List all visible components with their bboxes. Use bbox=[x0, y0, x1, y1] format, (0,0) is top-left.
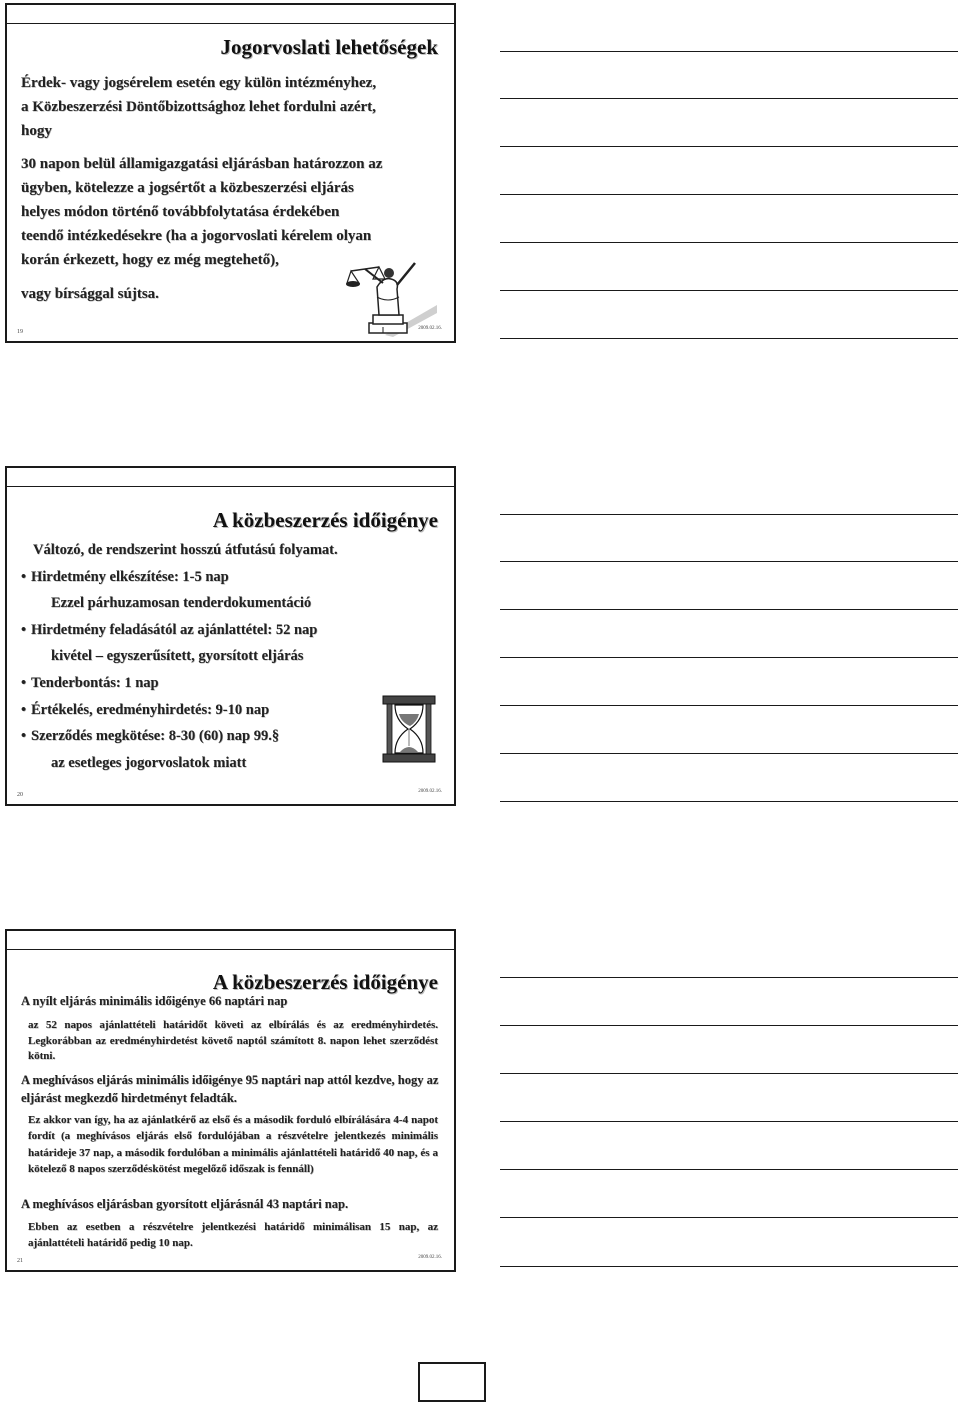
note-line bbox=[500, 146, 958, 147]
note-line bbox=[500, 753, 958, 754]
heading-line: A meghívásos eljárás minimális időigénye 95 naptári nap attól kezdve, hogy az eljárást megkezdő hirdetményt feladták. bbox=[21, 1073, 439, 1105]
slide-21 bbox=[5, 929, 456, 1272]
slide-date: 2009.02.16. bbox=[418, 326, 442, 331]
list-item-text: Értékelés, eredményhirdetés: 9-10 nap bbox=[31, 701, 270, 718]
note-line bbox=[500, 290, 958, 291]
text-line: 30 napon belül államigazgatási eljárásban határozzon az bbox=[21, 156, 383, 172]
slide-number: 19 bbox=[17, 329, 23, 335]
slide-header-bar bbox=[7, 5, 454, 23]
bullet-icon: • bbox=[21, 621, 27, 638]
note-line bbox=[500, 977, 958, 978]
list-item-text: Hirdetmény elkészítése: 1-5 nap bbox=[31, 568, 229, 585]
note-line bbox=[500, 1025, 958, 1026]
note-line bbox=[500, 194, 958, 195]
text-line: helyes módon történő továbbfolytatása érdekében bbox=[21, 204, 340, 220]
bullet-icon: • bbox=[21, 701, 27, 718]
note-line bbox=[500, 561, 958, 562]
hourglass-icon bbox=[379, 694, 439, 764]
slide-date: 2009.02.16. bbox=[418, 1255, 442, 1260]
list-item bbox=[21, 617, 451, 644]
note-line bbox=[500, 1266, 958, 1267]
slide-header-bar bbox=[7, 468, 454, 486]
list-item-text: Ezzel párhuzamosan tenderdokumentáció bbox=[51, 595, 312, 612]
divider bbox=[7, 486, 454, 487]
list-item-text: kivétel – egyszerűsített, gyorsított eljárás bbox=[51, 648, 304, 665]
justice-statue-icon bbox=[343, 257, 438, 337]
list-item-text: Tenderbontás: 1 nap bbox=[31, 674, 159, 691]
note-line bbox=[500, 801, 958, 802]
text-line: a Közbeszerzési Döntőbizottsághoz lehet fordulni azért, bbox=[21, 99, 376, 115]
note-line bbox=[500, 1217, 958, 1218]
heading-line: A nyílt eljárás minimális időigénye 66 naptári nap bbox=[21, 994, 288, 1008]
list-item-text: Hirdetmény feladásától az ajánlattétel: 52 nap bbox=[31, 621, 318, 638]
slide-number: 21 bbox=[17, 1258, 23, 1264]
list-item-text: Változó, de rendszerint hosszú átfutású folyamat. bbox=[33, 542, 338, 558]
note-line bbox=[500, 1073, 958, 1074]
note-line bbox=[500, 98, 958, 99]
slide-title: A közbeszerzés időigénye bbox=[212, 508, 438, 532]
paragraph bbox=[21, 71, 451, 143]
bullet-icon: • bbox=[21, 674, 27, 691]
paragraph: vagy bírsággal sújtsa. bbox=[21, 286, 159, 302]
paragraph: Ebben az esetben a részvételre jelentkezési határidő minimálisan 15 nap, az ajánlattételi határidő pedig 10 nap. bbox=[28, 1221, 438, 1249]
note-line bbox=[500, 514, 958, 515]
bullet-icon: • bbox=[21, 728, 27, 745]
list-item bbox=[21, 643, 451, 670]
slide-number: 20 bbox=[17, 792, 23, 798]
text-line: Érdek- vagy jogsérelem esetén egy külön intézményhez, bbox=[21, 75, 377, 91]
divider bbox=[7, 23, 454, 24]
divider bbox=[7, 949, 454, 950]
text-line: korán érkezett, hogy ez még megtehető), bbox=[21, 252, 279, 268]
page-number-box bbox=[418, 1362, 486, 1402]
text-line: teendő intézkedésekre (ha a jogorvoslati kérelem olyan bbox=[21, 228, 372, 244]
note-line bbox=[500, 338, 958, 339]
note-line bbox=[500, 1121, 958, 1122]
list-item-text: Szerződés megkötése: 8-30 (60) nap 99.§ bbox=[31, 728, 280, 745]
slide-20 bbox=[5, 466, 456, 806]
note-line bbox=[500, 51, 958, 52]
list-item-text: az esetleges jogorvoslatok miatt bbox=[51, 754, 247, 771]
list-item bbox=[21, 564, 451, 591]
bullet-icon: • bbox=[21, 568, 27, 585]
text-line: hogy bbox=[21, 123, 52, 139]
slide-date: 2009.02.16. bbox=[418, 789, 442, 794]
text-line: ügyben, kötelezze a jogsértőt a közbeszerzési eljárás bbox=[21, 180, 354, 196]
note-line bbox=[500, 705, 958, 706]
note-line bbox=[500, 609, 958, 610]
note-line bbox=[500, 1169, 958, 1170]
paragraph bbox=[21, 152, 451, 272]
slide-title: A közbeszerzés időigénye bbox=[212, 970, 438, 994]
note-line bbox=[500, 657, 958, 658]
paragraph: az 52 napos ajánlattételi határidőt követi az elbírálás és az eredményhirdetés. Legkorábban az eredményhirdetést követő naptól számított 8. napon lehet szerződést kötni. bbox=[28, 1019, 438, 1062]
slide-header-bar bbox=[7, 931, 454, 949]
list-item bbox=[21, 670, 451, 697]
heading-line: A meghívásos eljárásban gyorsított eljárásnál 43 naptári nap. bbox=[21, 1197, 349, 1211]
list-item bbox=[21, 537, 451, 564]
slide-19 bbox=[5, 3, 456, 343]
slide-title: Jogorvoslati lehetőségek bbox=[220, 35, 438, 59]
list-item bbox=[21, 590, 451, 617]
note-line bbox=[500, 242, 958, 243]
paragraph: Ez akkor van így, ha az ajánlatkérő az első és a második forduló elbírálására 4-4 napot fordít (a meghívásos eljárás első fordulójában a részvételre jelentkezés minimális határideje 37 nap, a második fordulóban a minimális ajánlattételi határidő 40 nap, és a kötelező 8 napos szerződéskötést megelőző időszak is fennáll) bbox=[28, 1114, 438, 1176]
